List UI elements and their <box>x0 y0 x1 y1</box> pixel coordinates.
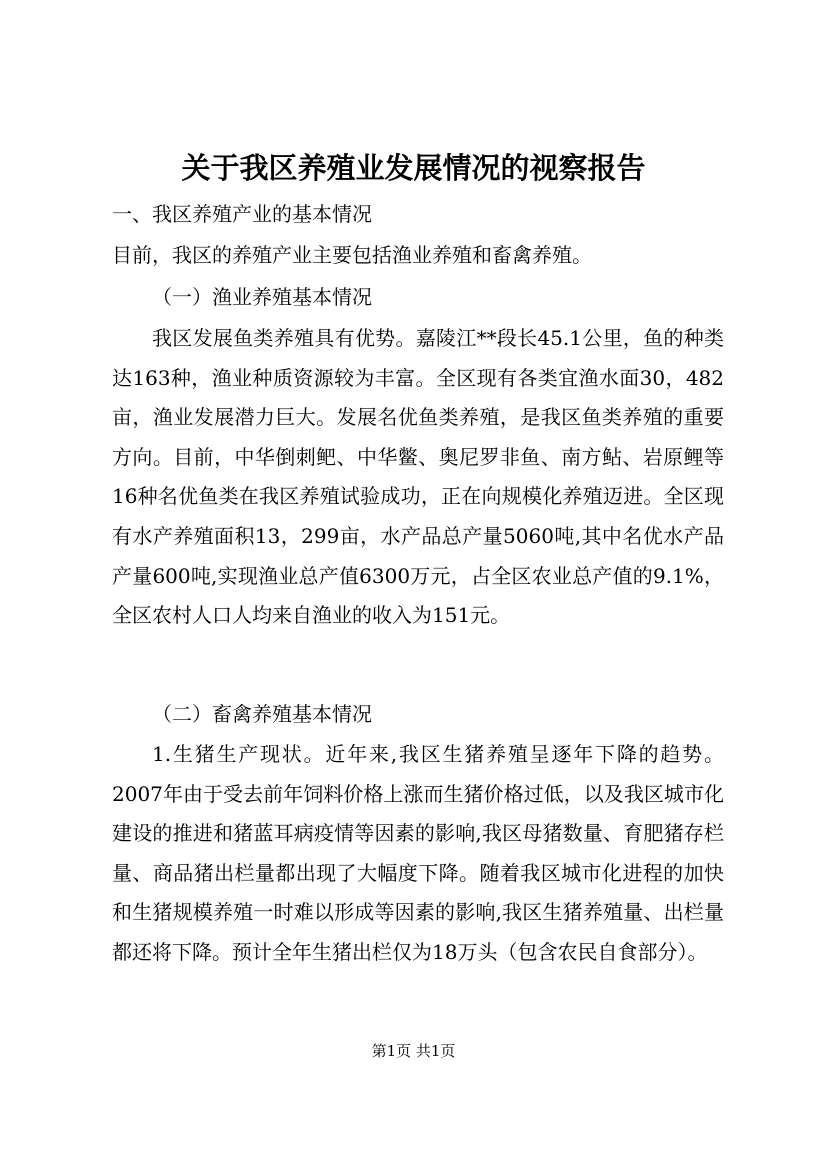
page-footer: 第1页 共1页 <box>371 1042 456 1060</box>
section-heading-1: 一、我区养殖产业的基本情况 <box>112 202 372 226</box>
paragraph-fishery: 我区发展鱼类养殖具有优势。嘉陵江**段长45.1公里，鱼的种类达163种，渔业种质资源较为丰富。全区现有各类宜渔水面30，482亩，渔业发展潜力巨大。发展名优鱼类养殖，是我区鱼类养殖的重要方向。目前，中华倒刺鲃、中华鳖、奥尼罗非鱼、南方鲇、岩原鲤等16种名优鱼类在我区养殖试验成功，正在向规模化养殖迈进。全区现有水产养殖面积13，299亩，水产品总产量5060吨,其中名优水产品产量600吨,实现渔业总产值6300万元，占全区农业总产值的9.1%，全区农村人口人均来自渔业的收入为151元。 <box>112 326 724 628</box>
subsection-heading-livestock: （二）畜禽养殖基本情况 <box>152 702 372 726</box>
subsection-heading-fishery: （一）渔业养殖基本情况 <box>152 285 372 309</box>
intro-paragraph: 目前，我区的养殖产业主要包括渔业养殖和畜禽养殖。 <box>112 243 592 267</box>
paragraph-pig-production: 1.生猪生产现状。近年来,我区生猪养殖呈逐年下降的趋势。2007年由于受去前年饲料价格上涨而生猪价格过低，以及我区城市化建设的推进和猪蓝耳病疫情等因素的影响,我区母猪数量、育肥猪存栏量、商品猪出栏量都出现了大幅度下降。随着我区城市化进程的加快和生猪规模养殖一时难以形成等因素的影响,我区生猪养殖量、出栏量都还将下降。预计全年生猪出栏仅为18万头（包含农民自食部分）。 <box>112 742 724 964</box>
document-title: 关于我区养殖业发展情况的视察报告 <box>181 151 646 185</box>
